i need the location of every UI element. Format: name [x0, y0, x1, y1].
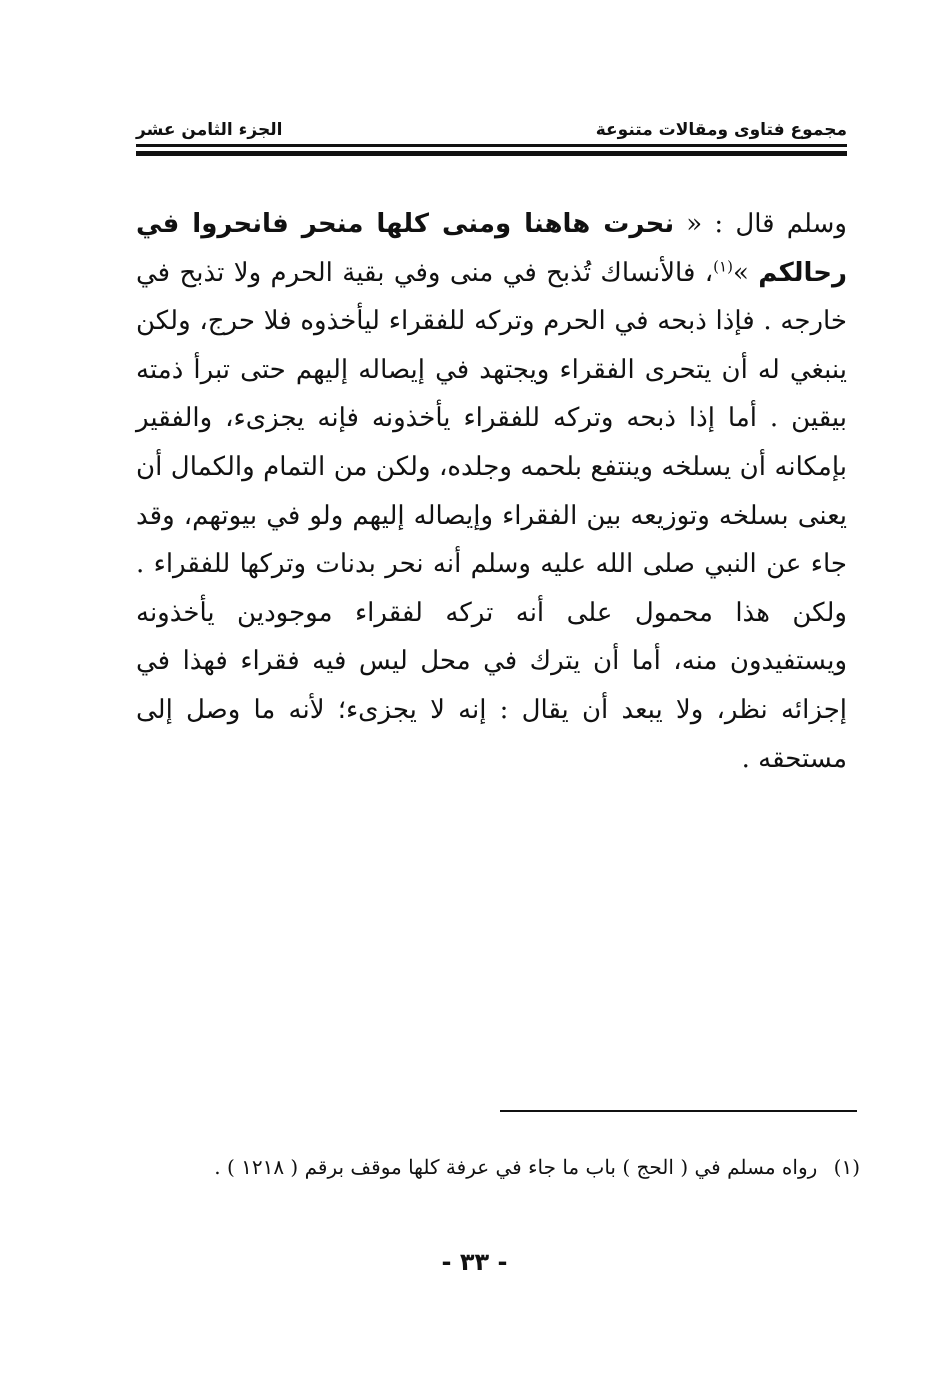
footnote-text: رواه مسلم في ( الحج ) باب ما جاء في عرفة كلها موقف برقم ( ١٢١٨ ) .	[214, 1155, 818, 1179]
footnote	[136, 1150, 860, 1184]
hadith-quote: نحرت هاهنا ومنى كلها منحر فانحروا في رحالكم	[136, 209, 847, 288]
footnote-reference: (١)	[713, 256, 733, 275]
body-rest: ، فالأنساك تُذبح في منى وفي بقية الحرم ولا تذبح في خارجه . فإذا ذبحه في الحرم وتركه للفقراء ليأخذوه فلا حرج، ولكن ينبغي له أن يتحرى الفقراء ويجتهد في إيصاله إليهم حتى تبرأ ذمته بيقين . أما إذا ذبحه وتركه للفقراء يأخذونه فإنه يجزىء، والفقير بإمكانه أن يسلخه وينتفع بلحمه وجلده، ولكن من التمام والكمال أن يعنى بسلخه وتوزيعه بين الفقراء وإيصاله إليهم ولو في بيوتهم، وقد جاء عن النبي صلى الله عليه وسلم أنه نحر بدنات وتركها للفقراء . ولكن هذا محمول على أنه تركه لفقراء موجودين يأخذونه ويستفيدون منه، أما أن يترك في محل ليس فيه فقراء فهذا في إجزائه نظر، ولا يبعد أن يقال : إنه لا يجزىء؛ لأنه ما وصل إلى مستحقه .	[136, 257, 847, 774]
running-header	[136, 108, 847, 140]
header-rule-thick	[136, 151, 847, 156]
intro-text: وسلم قال : «	[686, 209, 847, 239]
footnote-separator	[500, 1110, 857, 1112]
page-number: - ٣٣ -	[441, 1248, 508, 1276]
header-right-title: مجموع فتاوى ومقالات متنوعة	[595, 120, 847, 140]
header-rule-thin	[136, 144, 847, 147]
hadith-close: »	[732, 257, 749, 288]
footnote-number: (١)	[833, 1155, 860, 1179]
header-left-title: الجزء الثامن عشر	[136, 120, 283, 140]
paragraph	[136, 200, 847, 783]
main-text	[136, 200, 847, 783]
